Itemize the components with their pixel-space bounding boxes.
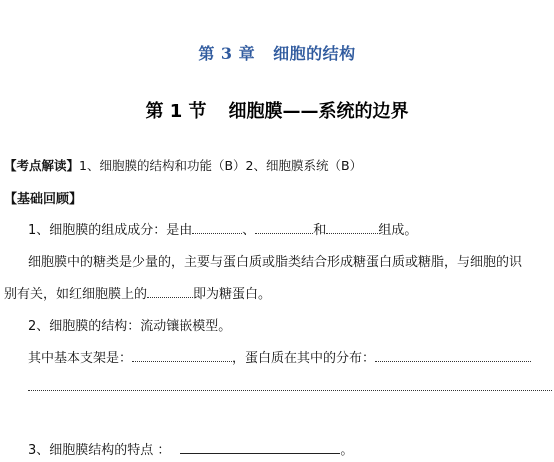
q2-blank-1[interactable]	[132, 348, 232, 362]
chapter-title: 细胞的结构	[273, 44, 356, 63]
para-line2-prefix: 别有关，如红细胞膜上的	[4, 287, 148, 302]
exam-points-header: 【考点解读】	[4, 158, 80, 173]
q1-suffix: 组成。	[378, 223, 418, 238]
section-heading	[0, 97, 554, 123]
question-2-sub	[28, 347, 531, 366]
q3-prefix: 3、细胞膜结构的特点 ：	[28, 443, 171, 458]
question-3	[28, 439, 353, 458]
chapter-heading	[0, 41, 554, 64]
paragraph-line-2	[4, 283, 271, 302]
section-title: 细胞膜——系统的边界	[228, 101, 409, 122]
q2-blank-line[interactable]	[28, 390, 552, 391]
q1-sep-2: 和	[313, 223, 327, 238]
q1-blank-3[interactable]	[326, 220, 378, 234]
q2-sub-mid: ，蛋白质在其中的分布：	[232, 351, 376, 366]
section-number: 第 1 节	[145, 101, 207, 122]
para-blank[interactable]	[147, 284, 193, 298]
exam-points-text: 1、细胞膜的结构和功能（B）2、细胞膜系统（B）	[79, 158, 363, 173]
q3-suffix: 。	[340, 443, 354, 458]
q3-blank[interactable]	[180, 440, 340, 454]
para-line2-suffix: 即为糖蛋白。	[193, 287, 272, 302]
question-1	[28, 219, 417, 238]
q2-blank-2[interactable]	[375, 348, 531, 362]
question-2: 2、细胞膜的结构：流动镶嵌模型。	[28, 319, 232, 334]
chapter-number: 第 3 章	[198, 44, 256, 63]
q1-blank-1[interactable]	[192, 220, 242, 234]
basic-review-header: 【基础回顾】	[4, 192, 83, 207]
q1-blank-2[interactable]	[255, 220, 313, 234]
q1-prefix: 1、细胞膜的组成成分：是由	[28, 223, 193, 238]
q1-sep-1: 、	[242, 223, 256, 238]
exam-points	[4, 156, 362, 174]
paragraph-line-1: 细胞膜中的糖类是少量的，主要与蛋白质或脂类结合形成糖蛋白质或糖脂，与细胞的识	[28, 255, 523, 270]
q2-sub-prefix: 其中基本支架是：	[28, 351, 133, 366]
